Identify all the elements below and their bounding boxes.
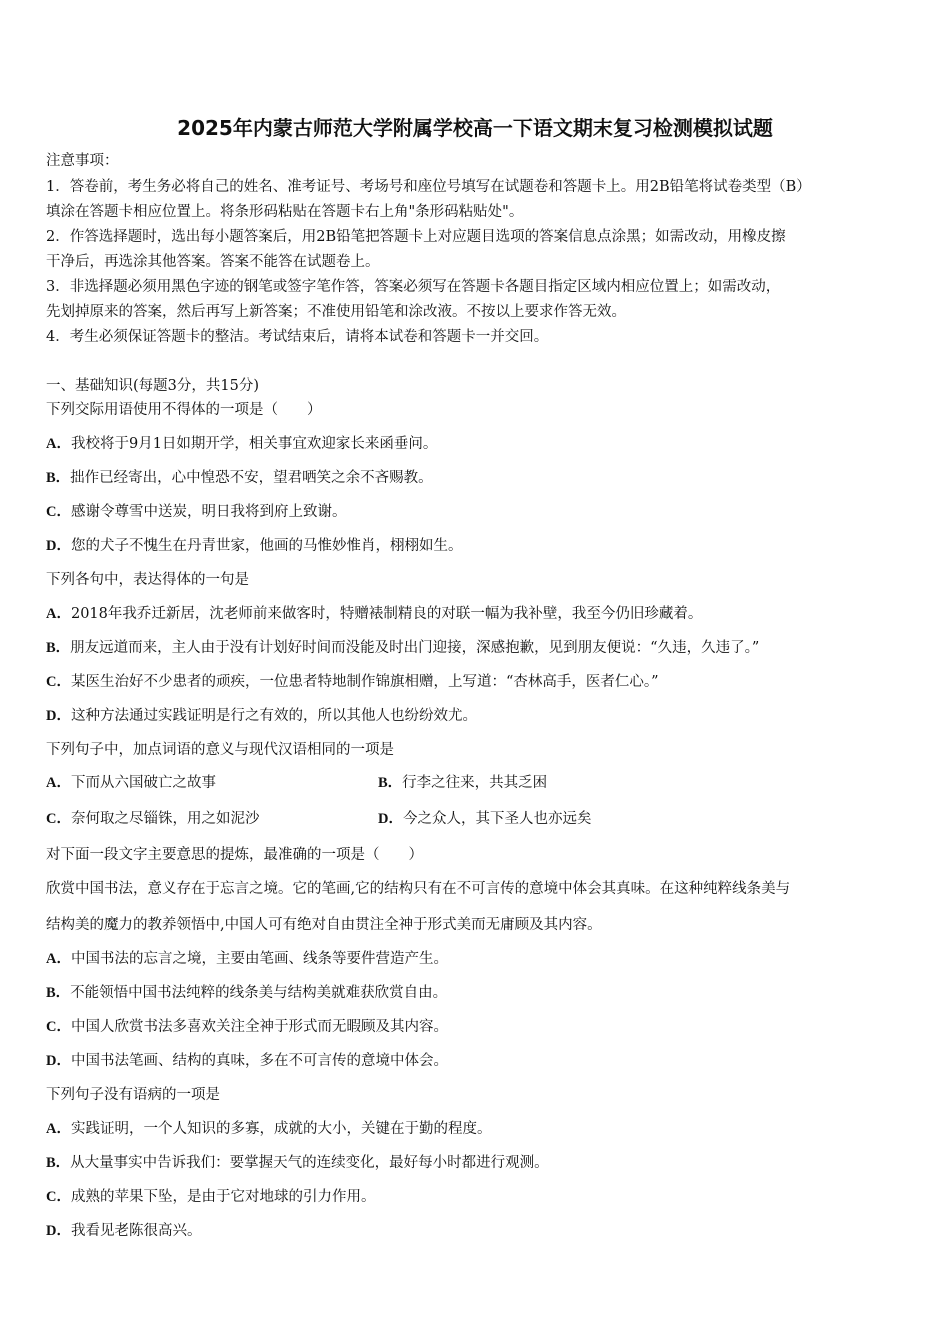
option-label: A． bbox=[46, 775, 71, 791]
option-b bbox=[46, 468, 433, 488]
option-a bbox=[46, 949, 448, 969]
passage-line: 欣赏中国书法，意义存在于忘言之境。它的笔画,它的结构只有在不可言传的意境中体会其真味。在这种纯粹线条美与 bbox=[46, 881, 791, 897]
option-text: 某医生治好不少患者的顽疾，一位患者特地制作锦旗相赠，上写道：“杏林高手，医者仁心。” bbox=[70, 674, 659, 690]
option-label: B． bbox=[46, 640, 71, 656]
option-text: 中国书法的忘言之境，主要由笔画、线条等要件营造产生。 bbox=[70, 951, 448, 967]
option-text: 朋友远道而来，主人由于没有计划好时间而没能及时出门迎接，深感抱歉，见到朋友便说：“久违，久违了。” bbox=[70, 640, 760, 656]
option-text: 奈何取之尽锱铢，用之如泥沙 bbox=[70, 811, 260, 827]
section-heading: 一、基础知识(每题3分，共15分) bbox=[46, 378, 259, 394]
notice-heading: 注意事项： bbox=[46, 153, 119, 169]
option-label: B． bbox=[46, 1155, 71, 1171]
option-text: 下而从六国破亡之故事 bbox=[70, 775, 216, 791]
option-d bbox=[46, 1051, 448, 1071]
option-text: 不能领悟中国书法纯粹的线条美与结构美就难获欣赏自由。 bbox=[70, 985, 448, 1001]
option-d bbox=[46, 1221, 201, 1241]
option-label: C． bbox=[46, 504, 71, 520]
option-a bbox=[46, 773, 216, 793]
option-b bbox=[46, 1153, 549, 1173]
option-text: 成熟的苹果下坠，是由于它对地球的引力作用。 bbox=[70, 1189, 376, 1205]
option-label: D． bbox=[46, 538, 71, 554]
option-text: 您的犬子不愧生在丹青世家，他画的马惟妙惟肖，栩栩如生。 bbox=[70, 538, 463, 554]
option-label: C． bbox=[46, 811, 71, 827]
option-text: 实践证明，一个人知识的多寡，成就的大小，关键在于勤的程度。 bbox=[70, 1121, 492, 1137]
option-d bbox=[46, 706, 477, 726]
option-label: C． bbox=[46, 1189, 71, 1205]
option-c bbox=[46, 672, 659, 692]
question-stem: 下列句子没有语病的一项是 bbox=[46, 1087, 220, 1103]
option-text: 行李之往来，共其乏困 bbox=[402, 775, 548, 791]
option-label: A． bbox=[46, 951, 71, 967]
question-stem: 下列句子中，加点词语的意义与现代汉语相同的一项是 bbox=[46, 742, 394, 758]
option-text: 从大量事实中告诉我们：要掌握天气的连续变化，最好每小时都进行观测。 bbox=[70, 1155, 549, 1171]
option-label: A． bbox=[46, 606, 71, 622]
option-text: 中国书法笔画、结构的真味，多在不可言传的意境中体会。 bbox=[70, 1053, 448, 1069]
option-c bbox=[46, 502, 346, 522]
option-c bbox=[46, 809, 259, 829]
option-label: D． bbox=[378, 811, 403, 827]
option-label: D． bbox=[46, 1053, 71, 1069]
notice-line: 先划掉原来的答案，然后再写上新答案；不准使用铅笔和涂改液。不按以上要求作答无效。 bbox=[46, 304, 626, 320]
option-label: A． bbox=[46, 436, 71, 452]
question-stem: 下列各句中，表达得体的一句是 bbox=[46, 572, 249, 588]
question-stem: 对下面一段文字主要意思的提炼，最准确的一项是（ ） bbox=[46, 847, 423, 863]
option-d bbox=[46, 536, 462, 556]
option-label: B． bbox=[46, 985, 71, 1001]
page-title: 2025年内蒙古师范大学附属学校高一下语文期末复习检测模拟试题 bbox=[177, 116, 773, 140]
option-c bbox=[46, 1017, 448, 1037]
notice-line: 干净后，再选涂其他答案。答案不能答在试题卷上。 bbox=[46, 254, 380, 270]
notice-line: 3．非选择题必须用黑色字迹的钢笔或签字笔作答，答案必须写在答题卡各题目指定区域内相应位置上；如需改动， bbox=[46, 279, 781, 295]
option-label: C． bbox=[46, 1019, 71, 1035]
option-b bbox=[378, 773, 547, 793]
option-label: D． bbox=[46, 708, 71, 724]
option-label: B． bbox=[46, 470, 71, 486]
option-text: 这种方法通过实践证明是行之有效的，所以其他人也纷纷效尤。 bbox=[70, 708, 477, 724]
notice-line: 1．答卷前，考生务必将自己的姓名、准考证号、考场号和座位号填写在试题卷和答题卡上。用2B铅笔将试卷类型（B） bbox=[46, 179, 811, 195]
option-label: A． bbox=[46, 1121, 71, 1137]
option-label: B． bbox=[378, 775, 403, 791]
passage-line: 结构美的魔力的教养领悟中,中国人可有绝对自由贯注全神于形式美而无庸顾及其内容。 bbox=[46, 917, 602, 933]
option-label: D． bbox=[46, 1223, 71, 1239]
option-d bbox=[378, 809, 591, 829]
question-stem: 下列交际用语使用不得体的一项是（ ） bbox=[46, 402, 322, 418]
option-b bbox=[46, 638, 759, 658]
option-a bbox=[46, 1119, 491, 1139]
option-text: 感谢令尊雪中送炭，明日我将到府上致谢。 bbox=[70, 504, 347, 520]
option-text: 我看见老陈很高兴。 bbox=[70, 1223, 202, 1239]
notice-line: 填涂在答题卡相应位置上。将条形码粘贴在答题卡右上角"条形码粘贴处"。 bbox=[46, 204, 524, 220]
option-text: 拙作已经寄出，心中惶恐不安，望君哂笑之余不吝赐教。 bbox=[70, 470, 433, 486]
option-a bbox=[46, 604, 702, 624]
notice-line: 4．考生必须保证答题卡的整洁。考试结束后，请将本试卷和答题卡一并交回。 bbox=[46, 329, 549, 345]
option-text: 我校将于9月1日如期开学，相关事宜欢迎家长来函垂问。 bbox=[70, 436, 438, 452]
option-label: C． bbox=[46, 674, 71, 690]
option-c bbox=[46, 1187, 375, 1207]
notice-line: 2．作答选择题时，选出每小题答案后，用2B铅笔把答题卡上对应题目选项的答案信息点涂黑；如需改动，用橡皮擦 bbox=[46, 229, 786, 245]
option-text: 今之众人，其下圣人也亦远矣 bbox=[402, 811, 592, 827]
option-b bbox=[46, 983, 447, 1003]
option-text: 2018年我乔迁新居，沈老师前来做客时，特赠裱制精良的对联一幅为我补壁，我至今仍旧珍藏着。 bbox=[70, 606, 703, 622]
option-text: 中国人欣赏书法多喜欢关注全神于形式而无暇顾及其内容。 bbox=[70, 1019, 448, 1035]
option-a bbox=[46, 434, 437, 454]
